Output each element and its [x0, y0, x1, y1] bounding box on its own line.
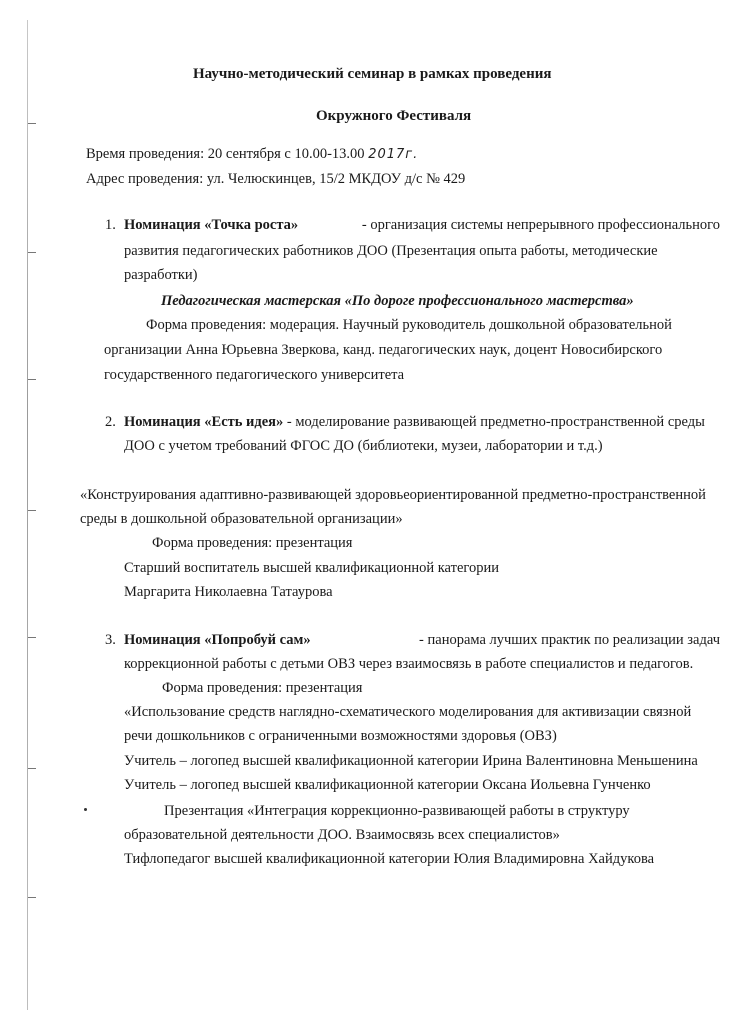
form-line: государственного педагогического университета [104, 367, 405, 383]
nomination-title: Номинация «Попробуй сам» [124, 632, 311, 648]
form-line: Форма проведения: презентация [162, 680, 363, 696]
presentation-line: образовательной деятельности ДОО. Взаимосвязь всех специалистов» [124, 827, 560, 843]
title-line-1: Научно-методический семинар в рамках проведения [193, 66, 552, 82]
description-line: ДОО с учетом требований ФГОС ДО (библиотеки, музеи, лаборатории и т.д.) [124, 438, 603, 454]
scan-edge-line [27, 20, 28, 1010]
handwritten-year: 2017г. [368, 147, 419, 162]
speaker-line: Тифлопедагог высшей квалификационной категории Юлия Владимировна Хайдукова [124, 851, 655, 867]
speaker-line: Старший воспитатель высшей квалификационной категории [124, 560, 499, 576]
description-line: разработки) [124, 267, 198, 283]
form-line: Форма проведения: модерация. Научный руководитель дошкольной образовательной [146, 317, 672, 333]
description-line: коррекционной работы с детьми ОВЗ через взаимосвязь в работе специалистов и педагогов. [124, 656, 694, 672]
scan-mark [28, 379, 36, 380]
nomination-title: Номинация «Точка роста» [124, 217, 299, 233]
workshop-title: Педагогическая мастерская «По дороге профессионального мастерства» [161, 293, 634, 309]
scan-dot [84, 808, 87, 811]
scan-mark [28, 897, 36, 898]
section-1-line-1 [124, 216, 720, 234]
speaker-line: Учитель – логопед высшей квалификационной категории Ирина Валентиновна Меньшенина [124, 753, 698, 769]
section-number: 3. [105, 632, 116, 648]
section-3-line-1 [124, 631, 720, 649]
section-number: 2. [105, 414, 116, 430]
nomination-description: - панорама лучших практик по реализации задач [419, 632, 720, 648]
scan-mark [28, 252, 36, 253]
topic-line: «Конструирования адаптивно-развивающей здоровьеориентированной предметно-пространственной [80, 487, 706, 503]
topic-line: среды в дошкольной образовательной организации» [80, 511, 403, 527]
nomination-description: - организация системы непрерывного профессионального [361, 217, 720, 233]
scan-mark [28, 637, 36, 638]
section-2-line-1 [124, 413, 705, 431]
nomination-title: Номинация «Есть идея» [124, 414, 284, 430]
scan-mark [28, 123, 36, 124]
event-address: Адрес проведения: ул. Челюскинцев, 15/2 МКДОУ д/с № 429 [86, 171, 466, 187]
topic-line: речи дошкольников с ограниченными возможностями здоровья (ОВЗ) [124, 728, 557, 744]
form-line: организации Анна Юрьевна Зверкова, канд. педагогических наук, доцент Новосибирского [104, 342, 663, 358]
speaker-line: Учитель – логопед высшей квалификационной категории Оксана Иольевна Гунченко [124, 777, 651, 793]
scan-mark [28, 768, 36, 769]
form-line: Форма проведения: презентация [152, 535, 353, 551]
topic-line: «Использование средств наглядно-схематического моделирования для активизации связной [124, 704, 692, 720]
title-line-2: Окружного Фестиваля [316, 108, 472, 124]
section-number: 1. [105, 217, 116, 233]
scan-mark [28, 510, 36, 511]
speaker-line: Маргарита Николаевна Татаурова [124, 584, 333, 600]
nomination-description: - моделирование развивающей предметно-пространственной среды [286, 414, 705, 430]
event-time [86, 145, 418, 164]
description-line: развития педагогических работников ДОО (Презентация опыта работы, методические [124, 243, 658, 259]
presentation-line: Презентация «Интеграция коррекционно-развивающей работы в структуру [164, 803, 630, 819]
event-time-label: Время проведения: 20 сентября с 10.00-13.00 [86, 146, 365, 162]
